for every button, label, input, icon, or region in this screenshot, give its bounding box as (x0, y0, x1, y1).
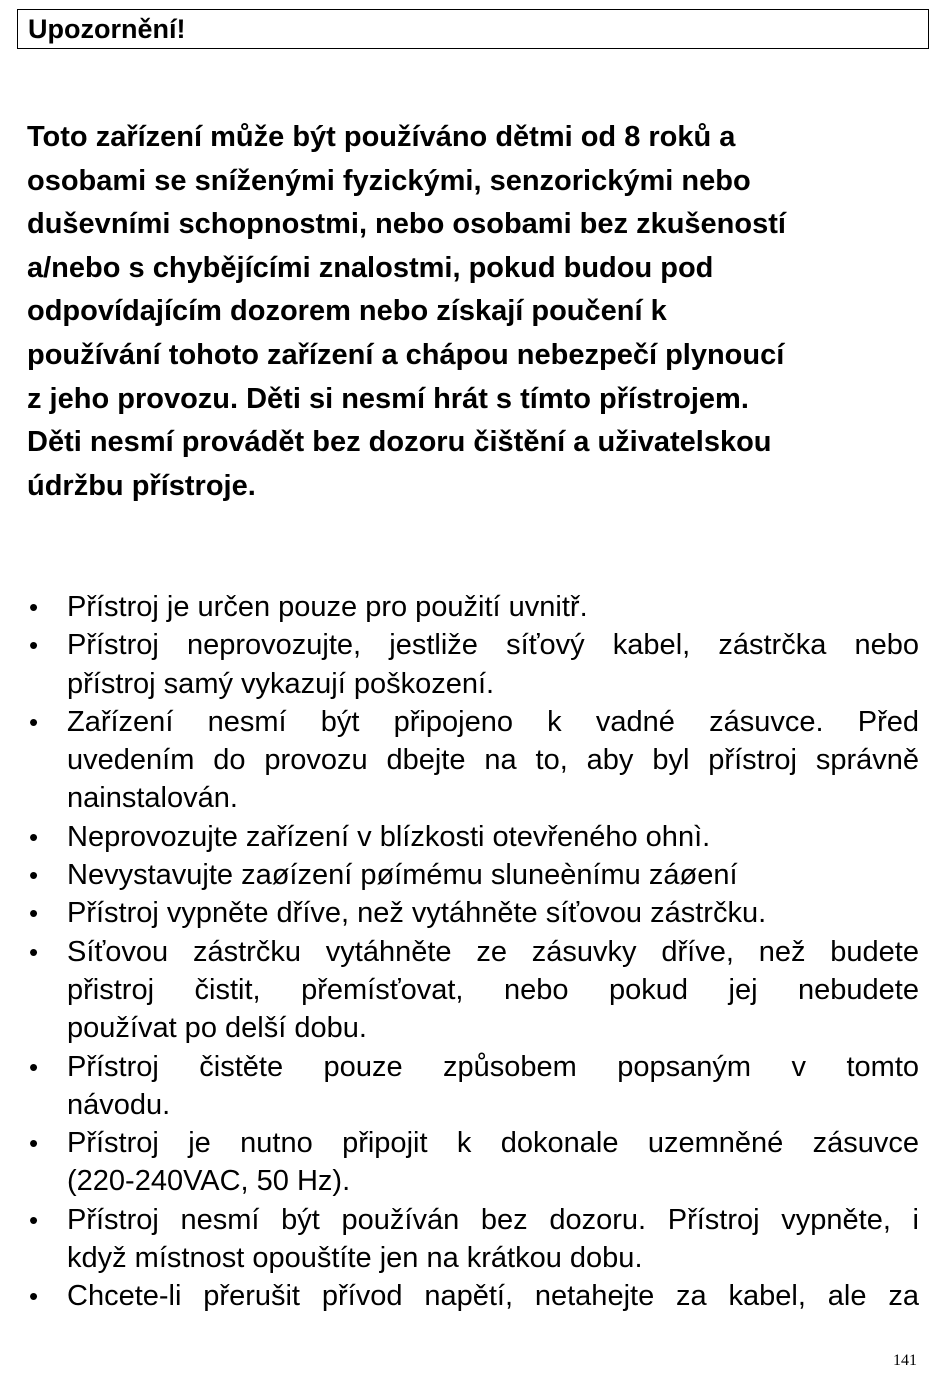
bullet-icon: • (29, 1281, 39, 1312)
list-item (0, 818, 919, 856)
list-item-line: Přístroj je určen pouze pro použití uvnitř. (67, 591, 588, 623)
bullet-icon: • (29, 898, 39, 929)
warning-line: Toto zařízení může být používáno dětmi od 8 roků a (27, 121, 736, 153)
warning-line: a/nebo s chybějícími znalostmi, pokud budou pod (27, 251, 714, 284)
list-item (0, 856, 919, 894)
list-item-line: Přístroj čistěte pouze způsobem popsaným v tomto (67, 1050, 919, 1083)
bullet-icon: • (29, 1128, 39, 1159)
list-item-line: Nevystavujte zaøízení pøímému sluneènímu záøení (67, 859, 738, 892)
list-item (0, 1124, 919, 1201)
list-item-line: Neprovozujte zařízení v blízkosti otevřeného ohnì. (67, 820, 711, 853)
bullet-icon: • (29, 592, 39, 622)
bullet-icon: • (29, 821, 39, 852)
warning-line: z jeho provozu. Děti si nesmí hrát s tímto přístrojem. (27, 382, 749, 415)
bullet-icon: • (29, 860, 39, 891)
warning-line: Děti nesmí provádět bez dozoru čištění a uživatelskou (27, 426, 772, 459)
list-item-line: (220-240VAC, 50 Hz). (67, 1165, 351, 1198)
warning-line: osobami se sníženými fyzickými, senzorickými nebo (27, 164, 751, 197)
safety-rules-list (0, 588, 950, 1316)
bullet-icon: • (29, 1204, 39, 1235)
list-item (0, 894, 919, 932)
warning-line: duševními schopnostmi, nebo osobami bez zkušeností (27, 208, 786, 241)
list-item-line: když místnost opouštíte jen na krátkou dobu. (67, 1242, 643, 1275)
list-item-line: Přístroj vypněte dříve, než vytáhněte síťovou zástrčku. (67, 897, 767, 930)
list-item-line: Síťovou zástrčku vytáhněte ze zásuvky dříve, než budete (67, 935, 919, 968)
bullet-icon: • (29, 936, 39, 967)
list-item (0, 626, 919, 703)
list-item-line: Přístroj neprovozujte, jestliže síťový kabel, zástrčka nebo (67, 629, 919, 662)
list-item (0, 933, 919, 1048)
list-item (0, 703, 919, 818)
list-item-line: nainstalován. (67, 782, 238, 815)
list-item-line: návodu. (67, 1088, 171, 1121)
bullet-icon: • (29, 1051, 39, 1082)
list-item (0, 588, 919, 626)
list-item-line: Přístroj nesmí být používán bez dozoru. Přístroj vypněte, i (67, 1203, 919, 1236)
list-item (0, 1048, 919, 1125)
bullet-icon: • (29, 706, 39, 737)
list-item-line: uvedením do provozu dbejte na to, aby byl přístroj správně (67, 744, 919, 777)
list-item-line: Přístroj je nutno připojit k dokonale uzemněné zásuvce (67, 1127, 919, 1160)
list-item (0, 1277, 919, 1315)
bullet-icon: • (29, 630, 39, 661)
list-item-line: přistroj čistit, přemísťovat, nebo pokud jej nebudete (67, 973, 919, 1006)
list-item-line: přístroj samý vykazují poškození. (67, 667, 495, 700)
list-item (0, 1201, 919, 1278)
list-item-line: Chcete-li přerušit přívod napětí, netahejte za kabel, ale za (67, 1280, 919, 1313)
warning-line: údržbu přístroje. (27, 469, 256, 502)
page-number: 141 (893, 1352, 917, 1369)
warning-line: používání tohoto zařízení a chápou nebezpečí plynoucí (27, 338, 785, 371)
warning-line: odpovídajícím dozorem nebo získají poučení k (27, 295, 667, 328)
warning-heading: Upozornění! (17, 9, 929, 49)
list-item-line: používat po delší dobu. (67, 1012, 367, 1045)
warning-paragraph (27, 116, 907, 508)
list-item-line: Zařízení nesmí být připojeno k vadné zásuvce. Před (67, 705, 919, 738)
